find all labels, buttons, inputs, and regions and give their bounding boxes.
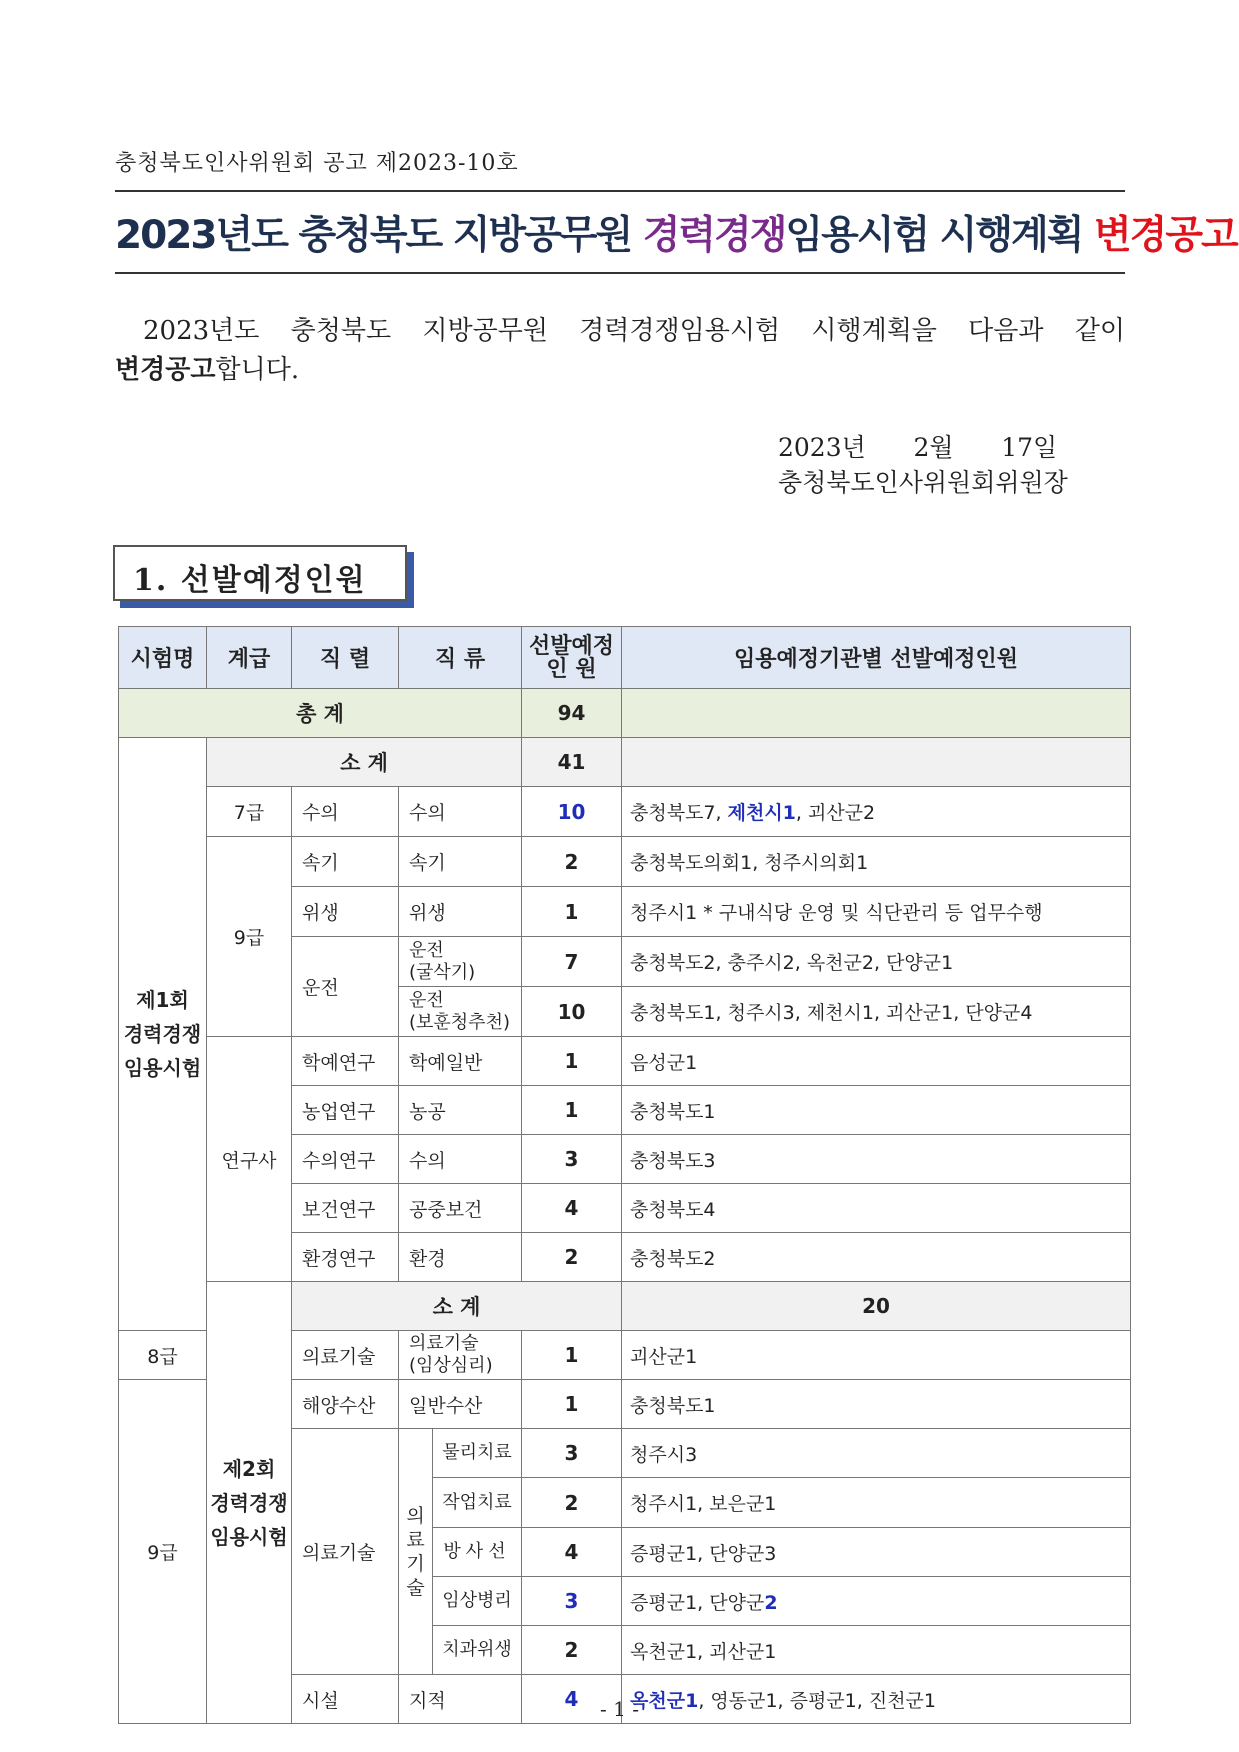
divider-bottom [115,272,1125,274]
table-row-subtotal-2: 제2회 경력경쟁 임용시험 소 계 20 [119,1282,1131,1331]
table-row: 보건연구 공중보건 4 충청북도4 [119,1184,1131,1233]
header-grade: 계급 [207,627,292,689]
divider-top [115,190,1125,192]
signer: 충청북도인사위원회위원장 [778,468,1068,497]
class-group-medical: 의 료 기 술 [399,1429,433,1675]
notice-date: 2023년 2월 17일 [778,433,1058,462]
table-row: 수의연구 수의 3 충청북도3 [119,1135,1131,1184]
table-row: 시설 지적 4 옥천군1, 영동군1, 증평군1, 진천군1 [119,1675,1131,1724]
exam-2-name: 제2회 경력경쟁 임용시험 [207,1282,292,1724]
table-row-subtotal-1: 제1회 경력경쟁 임용시험 소 계 41 [119,738,1131,787]
notice-number: 충청북도인사위원회 공고 제2023-10호 [115,151,519,176]
header-series: 직 렬 [292,627,399,689]
intro-line-1: 2023년도 충청북도 지방공무원 경력경쟁임용시험 시행계획을 다음과 같이 [143,316,1125,346]
table-row: 치과위생 2 옥천군1, 괴산군1 [119,1626,1131,1675]
page-number: - 1 - [600,1697,639,1721]
table-row: 방사선 4 증평군1, 단양군3 [119,1528,1131,1577]
table-row: 임상병리 3 증평군1, 단양군2 [119,1577,1131,1626]
header-planned: 선발예정 인 원 [522,627,622,689]
table-row: 연구사 학예연구 학예일반 1 음성군1 [119,1037,1131,1086]
table-row-total: 총 계 94 [119,689,1131,738]
table-row: 7급 수의 수의 10 충청북도7, 제천시1, 괴산군2 [119,787,1131,837]
table-row: 9급 해양수산 일반수산 1 충청북도1 [119,1380,1131,1429]
header-exam: 시험명 [119,627,207,689]
selection-table [118,626,1131,1724]
intro-line-2: 변경공고합니다. [115,355,300,385]
table-row: 운전 (보훈청추천) 10 충청북도1, 청주시3, 제천시1, 괴산군1, 단양군4 [119,987,1131,1037]
table-row: 9급 속기 속기 2 충청북도의회1, 청주시의회1 [119,837,1131,887]
exam-1-name: 제1회 경력경쟁 임용시험 [119,738,207,1331]
page-title: 2023년도 충청북도 지방공무원 경력경쟁임용시험 시행계획 변경공고 [115,213,1237,258]
section-heading: 1. 선발예정인원 [113,545,407,601]
table-row: 운전 운전 (굴삭기) 7 충청북도2, 충주시2, 옥천군2, 단양군1 [119,937,1131,987]
table-row: 의료기술 의 료 기 술 물리치료 3 청주시3 [119,1429,1131,1478]
table-row: 8급 의료기술 의료기술 (임상심리) 1 괴산군1 [119,1331,1131,1380]
table-row: 작업치료 2 청주시1, 보은군1 [119,1478,1131,1528]
table-row: 환경연구 환경 2 충청북도2 [119,1233,1131,1282]
header-class: 직 류 [399,627,522,689]
table-row: 위생 위생 1 청주시1 * 구내식당 운영 및 식단관리 등 업무수행 [119,887,1131,937]
table-row: 농업연구 농공 1 충청북도1 [119,1086,1131,1135]
header-agencies: 임용예정기관별 선발예정인원 [622,627,1131,689]
